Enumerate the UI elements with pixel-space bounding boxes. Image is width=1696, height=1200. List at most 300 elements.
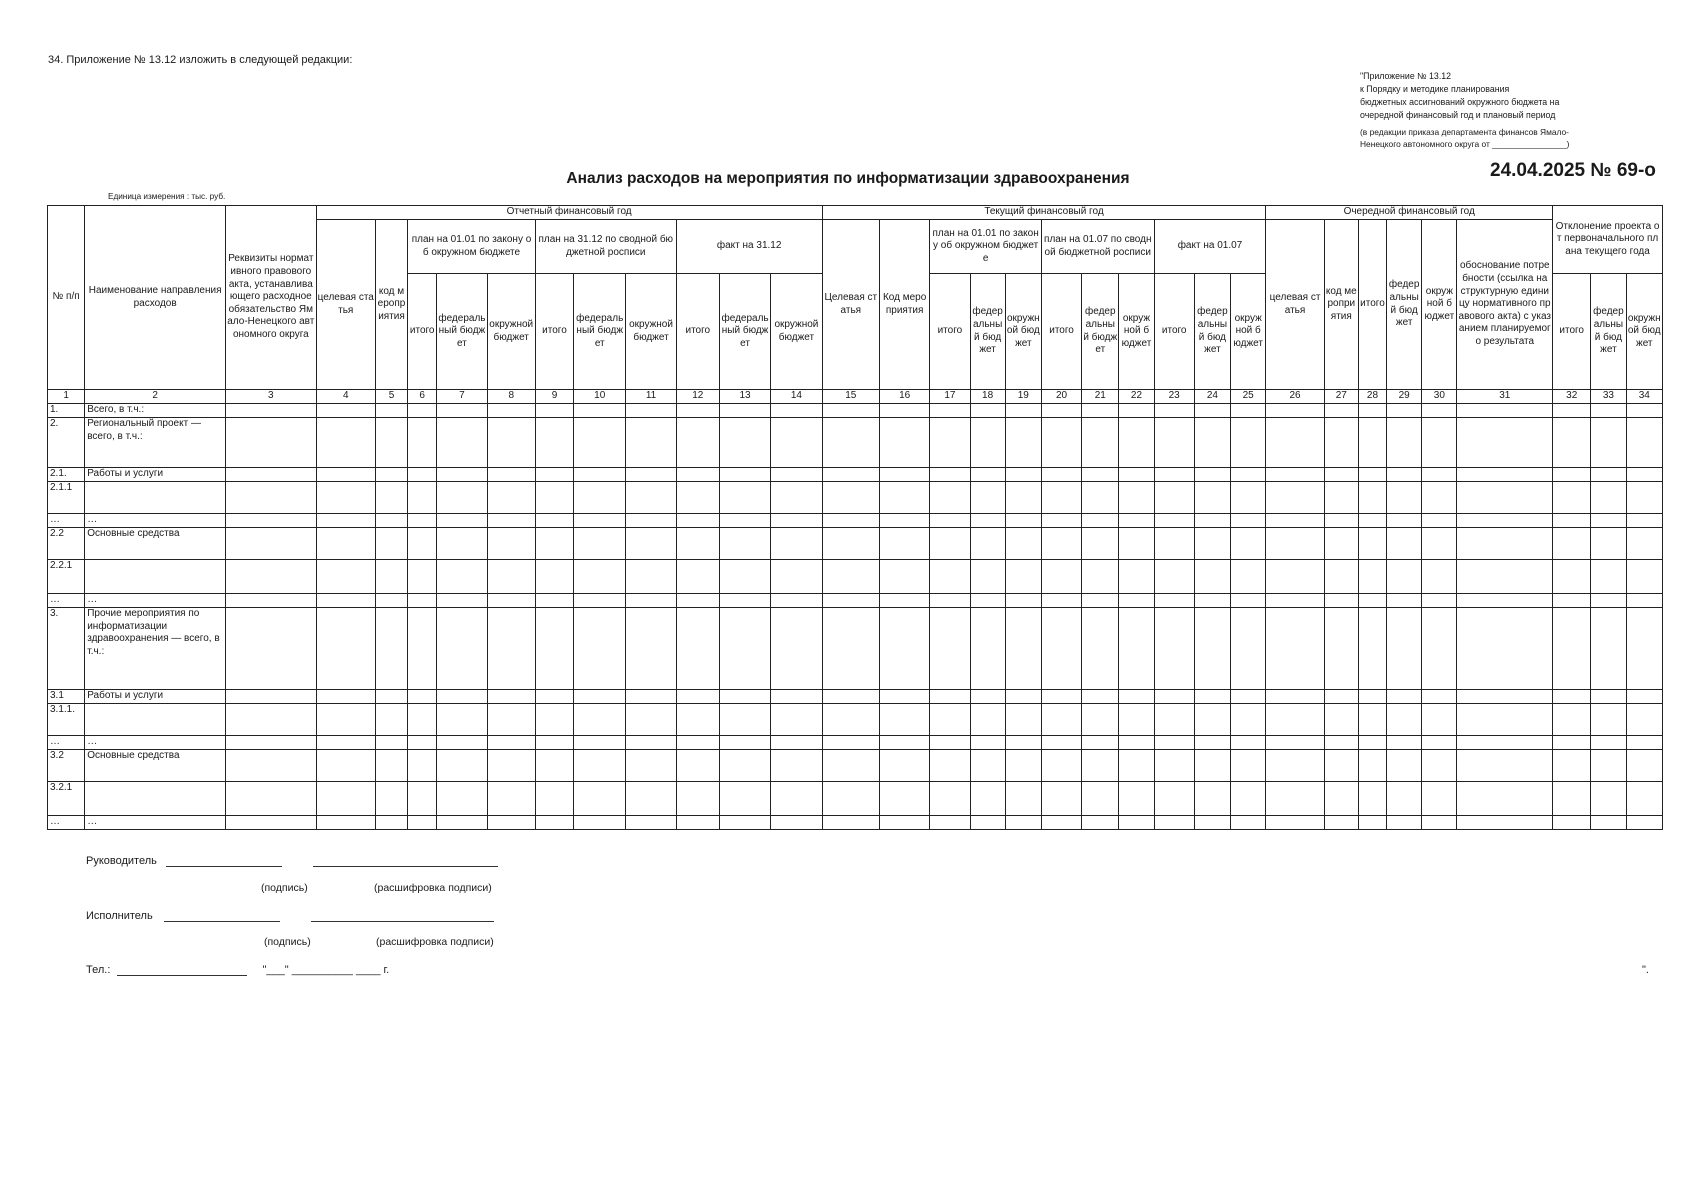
data-cell[interactable] bbox=[574, 594, 626, 608]
data-cell[interactable] bbox=[1626, 482, 1662, 514]
data-cell[interactable] bbox=[719, 736, 770, 750]
data-cell[interactable] bbox=[1387, 482, 1422, 514]
data-cell[interactable] bbox=[535, 482, 573, 514]
data-cell[interactable] bbox=[1553, 468, 1591, 482]
data-cell[interactable] bbox=[1358, 704, 1386, 736]
data-cell[interactable] bbox=[1082, 468, 1119, 482]
data-cell[interactable] bbox=[1005, 418, 1041, 468]
data-cell[interactable] bbox=[771, 560, 822, 594]
data-cell[interactable] bbox=[1358, 404, 1386, 418]
data-cell[interactable] bbox=[487, 782, 535, 816]
data-cell[interactable] bbox=[1457, 736, 1553, 750]
data-cell[interactable] bbox=[1119, 468, 1154, 482]
data-cell[interactable] bbox=[822, 528, 879, 560]
data-cell[interactable] bbox=[535, 468, 573, 482]
data-cell[interactable] bbox=[487, 816, 535, 830]
data-cell[interactable] bbox=[408, 594, 437, 608]
data-cell[interactable] bbox=[574, 404, 626, 418]
data-cell[interactable] bbox=[822, 782, 879, 816]
data-cell[interactable] bbox=[1553, 418, 1591, 468]
data-cell[interactable] bbox=[1626, 608, 1662, 690]
data-cell[interactable] bbox=[676, 736, 719, 750]
data-cell[interactable] bbox=[1457, 468, 1553, 482]
data-cell[interactable] bbox=[535, 736, 573, 750]
data-cell[interactable] bbox=[1422, 560, 1457, 594]
data-cell[interactable] bbox=[487, 404, 535, 418]
data-cell[interactable] bbox=[1194, 482, 1230, 514]
data-cell[interactable] bbox=[316, 690, 375, 704]
data-cell[interactable] bbox=[1194, 560, 1230, 594]
data-cell[interactable] bbox=[1422, 608, 1457, 690]
data-cell[interactable] bbox=[375, 782, 407, 816]
data-cell[interactable] bbox=[1324, 528, 1358, 560]
data-cell[interactable] bbox=[771, 418, 822, 468]
data-cell[interactable] bbox=[1082, 816, 1119, 830]
data-cell[interactable] bbox=[316, 418, 375, 468]
data-cell[interactable] bbox=[408, 514, 437, 528]
data-cell[interactable] bbox=[1119, 594, 1154, 608]
data-cell[interactable] bbox=[1626, 528, 1662, 560]
data-cell[interactable] bbox=[408, 468, 437, 482]
data-cell[interactable] bbox=[535, 594, 573, 608]
data-cell[interactable] bbox=[1154, 482, 1194, 514]
data-cell[interactable] bbox=[1591, 608, 1626, 690]
data-cell[interactable] bbox=[1194, 594, 1230, 608]
data-cell[interactable] bbox=[1591, 560, 1626, 594]
data-cell[interactable] bbox=[1041, 608, 1081, 690]
data-cell[interactable] bbox=[1005, 816, 1041, 830]
data-cell[interactable] bbox=[719, 750, 770, 782]
data-cell[interactable] bbox=[1041, 594, 1081, 608]
data-cell[interactable] bbox=[1387, 560, 1422, 594]
data-cell[interactable] bbox=[1626, 418, 1662, 468]
data-cell[interactable] bbox=[226, 782, 317, 816]
data-cell[interactable] bbox=[1457, 690, 1553, 704]
data-cell[interactable] bbox=[1626, 750, 1662, 782]
data-cell[interactable] bbox=[226, 816, 317, 830]
data-cell[interactable] bbox=[626, 736, 676, 750]
data-cell[interactable] bbox=[626, 528, 676, 560]
data-cell[interactable] bbox=[771, 750, 822, 782]
data-cell[interactable] bbox=[676, 404, 719, 418]
data-cell[interactable] bbox=[822, 468, 879, 482]
data-cell[interactable] bbox=[437, 816, 487, 830]
data-cell[interactable] bbox=[226, 704, 317, 736]
data-cell[interactable] bbox=[375, 482, 407, 514]
data-cell[interactable] bbox=[1005, 514, 1041, 528]
head-signature-line[interactable] bbox=[166, 855, 282, 867]
data-cell[interactable] bbox=[1119, 736, 1154, 750]
data-cell[interactable] bbox=[1041, 482, 1081, 514]
data-cell[interactable] bbox=[1231, 468, 1266, 482]
data-cell[interactable] bbox=[771, 482, 822, 514]
data-cell[interactable] bbox=[316, 750, 375, 782]
data-cell[interactable] bbox=[879, 750, 929, 782]
data-cell[interactable] bbox=[1041, 782, 1081, 816]
data-cell[interactable] bbox=[1005, 782, 1041, 816]
data-cell[interactable] bbox=[574, 690, 626, 704]
data-cell[interactable] bbox=[822, 690, 879, 704]
data-cell[interactable] bbox=[626, 404, 676, 418]
data-cell[interactable] bbox=[626, 482, 676, 514]
data-cell[interactable] bbox=[1324, 608, 1358, 690]
executor-decode-line[interactable] bbox=[311, 910, 494, 922]
data-cell[interactable] bbox=[1457, 608, 1553, 690]
data-cell[interactable] bbox=[316, 404, 375, 418]
data-cell[interactable] bbox=[1457, 750, 1553, 782]
data-cell[interactable] bbox=[1422, 482, 1457, 514]
data-cell[interactable] bbox=[226, 750, 317, 782]
data-cell[interactable] bbox=[1231, 608, 1266, 690]
data-cell[interactable] bbox=[437, 514, 487, 528]
data-cell[interactable] bbox=[676, 482, 719, 514]
data-cell[interactable] bbox=[1553, 404, 1591, 418]
data-cell[interactable] bbox=[1553, 482, 1591, 514]
data-cell[interactable] bbox=[375, 404, 407, 418]
data-cell[interactable] bbox=[1154, 690, 1194, 704]
data-cell[interactable] bbox=[930, 594, 970, 608]
data-cell[interactable] bbox=[574, 608, 626, 690]
data-cell[interactable] bbox=[822, 736, 879, 750]
data-cell[interactable] bbox=[719, 404, 770, 418]
data-cell[interactable] bbox=[1041, 418, 1081, 468]
data-cell[interactable] bbox=[676, 468, 719, 482]
data-cell[interactable] bbox=[1422, 594, 1457, 608]
data-cell[interactable] bbox=[970, 736, 1005, 750]
data-cell[interactable] bbox=[1194, 404, 1230, 418]
data-cell[interactable] bbox=[487, 528, 535, 560]
data-cell[interactable] bbox=[930, 782, 970, 816]
data-cell[interactable] bbox=[1422, 468, 1457, 482]
data-cell[interactable] bbox=[375, 468, 407, 482]
data-cell[interactable] bbox=[771, 608, 822, 690]
data-cell[interactable] bbox=[1082, 418, 1119, 468]
data-cell[interactable] bbox=[1626, 782, 1662, 816]
data-cell[interactable] bbox=[1231, 782, 1266, 816]
data-cell[interactable] bbox=[1119, 482, 1154, 514]
data-cell[interactable] bbox=[1553, 736, 1591, 750]
data-cell[interactable] bbox=[970, 418, 1005, 468]
data-cell[interactable] bbox=[970, 468, 1005, 482]
data-cell[interactable] bbox=[1231, 690, 1266, 704]
data-cell[interactable] bbox=[1005, 560, 1041, 594]
data-cell[interactable] bbox=[1041, 560, 1081, 594]
data-cell[interactable] bbox=[626, 468, 676, 482]
data-cell[interactable] bbox=[535, 608, 573, 690]
data-cell[interactable] bbox=[771, 782, 822, 816]
data-cell[interactable] bbox=[719, 528, 770, 560]
data-cell[interactable] bbox=[1324, 514, 1358, 528]
data-cell[interactable] bbox=[1154, 468, 1194, 482]
data-cell[interactable] bbox=[535, 816, 573, 830]
data-cell[interactable] bbox=[822, 594, 879, 608]
data-cell[interactable] bbox=[1591, 468, 1626, 482]
data-cell[interactable] bbox=[970, 816, 1005, 830]
data-cell[interactable] bbox=[626, 560, 676, 594]
data-cell[interactable] bbox=[1591, 482, 1626, 514]
data-cell[interactable] bbox=[1154, 418, 1194, 468]
data-cell[interactable] bbox=[1553, 528, 1591, 560]
data-cell[interactable] bbox=[487, 468, 535, 482]
data-cell[interactable] bbox=[1231, 594, 1266, 608]
data-cell[interactable] bbox=[437, 594, 487, 608]
data-cell[interactable] bbox=[1041, 514, 1081, 528]
data-cell[interactable] bbox=[822, 816, 879, 830]
data-cell[interactable] bbox=[1154, 608, 1194, 690]
data-cell[interactable] bbox=[1358, 418, 1386, 468]
data-cell[interactable] bbox=[1387, 404, 1422, 418]
data-cell[interactable] bbox=[1324, 468, 1358, 482]
data-cell[interactable] bbox=[879, 816, 929, 830]
data-cell[interactable] bbox=[226, 594, 317, 608]
data-cell[interactable] bbox=[437, 608, 487, 690]
data-cell[interactable] bbox=[1266, 736, 1324, 750]
data-cell[interactable] bbox=[1324, 736, 1358, 750]
data-cell[interactable] bbox=[822, 514, 879, 528]
data-cell[interactable] bbox=[1387, 514, 1422, 528]
data-cell[interactable] bbox=[1266, 608, 1324, 690]
data-cell[interactable] bbox=[437, 528, 487, 560]
data-cell[interactable] bbox=[487, 482, 535, 514]
data-cell[interactable] bbox=[1231, 704, 1266, 736]
data-cell[interactable] bbox=[574, 704, 626, 736]
data-cell[interactable] bbox=[626, 514, 676, 528]
data-cell[interactable] bbox=[487, 594, 535, 608]
data-cell[interactable] bbox=[879, 482, 929, 514]
data-cell[interactable] bbox=[1324, 594, 1358, 608]
data-cell[interactable] bbox=[1082, 690, 1119, 704]
data-cell[interactable] bbox=[1626, 704, 1662, 736]
data-cell[interactable] bbox=[226, 560, 317, 594]
data-cell[interactable] bbox=[1082, 750, 1119, 782]
data-cell[interactable] bbox=[1591, 704, 1626, 736]
data-cell[interactable] bbox=[626, 816, 676, 830]
data-cell[interactable] bbox=[822, 608, 879, 690]
data-cell[interactable] bbox=[930, 608, 970, 690]
data-cell[interactable] bbox=[375, 514, 407, 528]
data-cell[interactable] bbox=[1457, 594, 1553, 608]
data-cell[interactable] bbox=[626, 750, 676, 782]
data-cell[interactable] bbox=[1626, 514, 1662, 528]
data-cell[interactable] bbox=[1553, 594, 1591, 608]
data-cell[interactable] bbox=[487, 418, 535, 468]
data-cell[interactable] bbox=[1553, 560, 1591, 594]
data-cell[interactable] bbox=[879, 736, 929, 750]
data-cell[interactable] bbox=[574, 750, 626, 782]
data-cell[interactable] bbox=[1626, 468, 1662, 482]
data-cell[interactable] bbox=[1358, 528, 1386, 560]
data-cell[interactable] bbox=[437, 418, 487, 468]
data-cell[interactable] bbox=[1154, 750, 1194, 782]
data-cell[interactable] bbox=[1266, 816, 1324, 830]
data-cell[interactable] bbox=[771, 468, 822, 482]
data-cell[interactable] bbox=[375, 418, 407, 468]
data-cell[interactable] bbox=[930, 528, 970, 560]
data-cell[interactable] bbox=[1231, 560, 1266, 594]
data-cell[interactable] bbox=[879, 404, 929, 418]
data-cell[interactable] bbox=[626, 594, 676, 608]
data-cell[interactable] bbox=[316, 594, 375, 608]
data-cell[interactable] bbox=[1324, 690, 1358, 704]
data-cell[interactable] bbox=[626, 782, 676, 816]
data-cell[interactable] bbox=[1422, 736, 1457, 750]
data-cell[interactable] bbox=[316, 560, 375, 594]
data-cell[interactable] bbox=[1231, 418, 1266, 468]
data-cell[interactable] bbox=[375, 594, 407, 608]
data-cell[interactable] bbox=[226, 418, 317, 468]
data-cell[interactable] bbox=[719, 782, 770, 816]
data-cell[interactable] bbox=[316, 608, 375, 690]
data-cell[interactable] bbox=[408, 608, 437, 690]
data-cell[interactable] bbox=[437, 704, 487, 736]
data-cell[interactable] bbox=[1358, 514, 1386, 528]
data-cell[interactable] bbox=[1154, 404, 1194, 418]
data-cell[interactable] bbox=[970, 404, 1005, 418]
data-cell[interactable] bbox=[408, 528, 437, 560]
data-cell[interactable] bbox=[930, 514, 970, 528]
data-cell[interactable] bbox=[226, 608, 317, 690]
data-cell[interactable] bbox=[1387, 704, 1422, 736]
data-cell[interactable] bbox=[1082, 704, 1119, 736]
data-cell[interactable] bbox=[1591, 418, 1626, 468]
data-cell[interactable] bbox=[375, 816, 407, 830]
data-cell[interactable] bbox=[574, 782, 626, 816]
data-cell[interactable] bbox=[1457, 782, 1553, 816]
data-cell[interactable] bbox=[1041, 468, 1081, 482]
data-cell[interactable] bbox=[1358, 816, 1386, 830]
data-cell[interactable] bbox=[1119, 560, 1154, 594]
data-cell[interactable] bbox=[1005, 736, 1041, 750]
data-cell[interactable] bbox=[676, 608, 719, 690]
data-cell[interactable] bbox=[626, 704, 676, 736]
data-cell[interactable] bbox=[676, 782, 719, 816]
data-cell[interactable] bbox=[1324, 782, 1358, 816]
data-cell[interactable] bbox=[879, 560, 929, 594]
data-cell[interactable] bbox=[1082, 482, 1119, 514]
data-cell[interactable] bbox=[535, 690, 573, 704]
data-cell[interactable] bbox=[1119, 690, 1154, 704]
data-cell[interactable] bbox=[771, 704, 822, 736]
data-cell[interactable] bbox=[226, 404, 317, 418]
data-cell[interactable] bbox=[226, 736, 317, 750]
data-cell[interactable] bbox=[1387, 418, 1422, 468]
data-cell[interactable] bbox=[1422, 514, 1457, 528]
data-cell[interactable] bbox=[226, 690, 317, 704]
data-cell[interactable] bbox=[437, 782, 487, 816]
data-cell[interactable] bbox=[1358, 690, 1386, 704]
data-cell[interactable] bbox=[1358, 594, 1386, 608]
data-cell[interactable] bbox=[1041, 736, 1081, 750]
data-cell[interactable] bbox=[1591, 514, 1626, 528]
data-cell[interactable] bbox=[1266, 782, 1324, 816]
data-cell[interactable] bbox=[1194, 528, 1230, 560]
data-cell[interactable] bbox=[375, 704, 407, 736]
data-cell[interactable] bbox=[719, 690, 770, 704]
data-cell[interactable] bbox=[676, 704, 719, 736]
data-cell[interactable] bbox=[771, 816, 822, 830]
data-cell[interactable] bbox=[1387, 816, 1422, 830]
data-cell[interactable] bbox=[1082, 514, 1119, 528]
data-cell[interactable] bbox=[1358, 782, 1386, 816]
data-cell[interactable] bbox=[316, 736, 375, 750]
data-cell[interactable] bbox=[822, 404, 879, 418]
data-cell[interactable] bbox=[408, 560, 437, 594]
data-cell[interactable] bbox=[930, 736, 970, 750]
data-cell[interactable] bbox=[970, 782, 1005, 816]
data-cell[interactable] bbox=[487, 608, 535, 690]
data-cell[interactable] bbox=[408, 782, 437, 816]
data-cell[interactable] bbox=[771, 690, 822, 704]
data-cell[interactable] bbox=[970, 528, 1005, 560]
data-cell[interactable] bbox=[822, 482, 879, 514]
data-cell[interactable] bbox=[574, 514, 626, 528]
data-cell[interactable] bbox=[879, 514, 929, 528]
data-cell[interactable] bbox=[226, 528, 317, 560]
data-cell[interactable] bbox=[879, 608, 929, 690]
data-cell[interactable] bbox=[676, 514, 719, 528]
data-cell[interactable] bbox=[719, 594, 770, 608]
data-cell[interactable] bbox=[1154, 816, 1194, 830]
data-cell[interactable] bbox=[226, 514, 317, 528]
data-cell[interactable] bbox=[1082, 404, 1119, 418]
data-cell[interactable] bbox=[1082, 736, 1119, 750]
data-cell[interactable] bbox=[1194, 750, 1230, 782]
data-cell[interactable] bbox=[719, 468, 770, 482]
data-cell[interactable] bbox=[408, 418, 437, 468]
data-cell[interactable] bbox=[408, 690, 437, 704]
data-cell[interactable] bbox=[1553, 816, 1591, 830]
data-cell[interactable] bbox=[626, 608, 676, 690]
data-cell[interactable] bbox=[719, 560, 770, 594]
data-cell[interactable] bbox=[1005, 468, 1041, 482]
data-cell[interactable] bbox=[771, 736, 822, 750]
data-cell[interactable] bbox=[437, 404, 487, 418]
data-cell[interactable] bbox=[1591, 528, 1626, 560]
data-cell[interactable] bbox=[970, 750, 1005, 782]
data-cell[interactable] bbox=[1154, 782, 1194, 816]
data-cell[interactable] bbox=[1358, 750, 1386, 782]
data-cell[interactable] bbox=[1194, 608, 1230, 690]
data-cell[interactable] bbox=[1324, 750, 1358, 782]
data-cell[interactable] bbox=[1119, 514, 1154, 528]
data-cell[interactable] bbox=[316, 468, 375, 482]
data-cell[interactable] bbox=[1119, 704, 1154, 736]
data-cell[interactable] bbox=[316, 528, 375, 560]
data-cell[interactable] bbox=[1194, 782, 1230, 816]
data-cell[interactable] bbox=[1387, 750, 1422, 782]
data-cell[interactable] bbox=[771, 514, 822, 528]
data-cell[interactable] bbox=[1119, 750, 1154, 782]
data-cell[interactable] bbox=[719, 608, 770, 690]
data-cell[interactable] bbox=[375, 690, 407, 704]
data-cell[interactable] bbox=[1194, 514, 1230, 528]
data-cell[interactable] bbox=[437, 736, 487, 750]
data-cell[interactable] bbox=[1324, 418, 1358, 468]
data-cell[interactable] bbox=[1422, 816, 1457, 830]
data-cell[interactable] bbox=[437, 750, 487, 782]
data-cell[interactable] bbox=[316, 482, 375, 514]
data-cell[interactable] bbox=[1422, 750, 1457, 782]
data-cell[interactable] bbox=[535, 514, 573, 528]
data-cell[interactable] bbox=[1005, 528, 1041, 560]
data-cell[interactable] bbox=[574, 418, 626, 468]
data-cell[interactable] bbox=[1005, 608, 1041, 690]
data-cell[interactable] bbox=[375, 750, 407, 782]
data-cell[interactable] bbox=[1005, 404, 1041, 418]
data-cell[interactable] bbox=[676, 560, 719, 594]
data-cell[interactable] bbox=[1266, 690, 1324, 704]
data-cell[interactable] bbox=[437, 468, 487, 482]
